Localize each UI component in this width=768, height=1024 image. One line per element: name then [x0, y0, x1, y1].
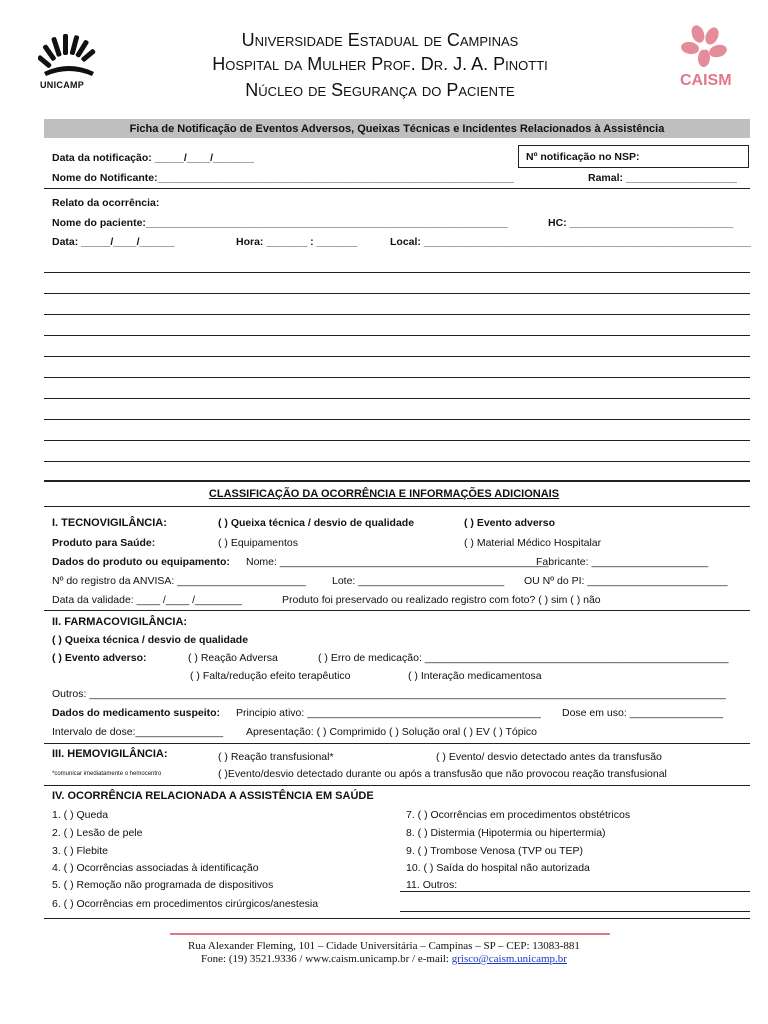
header-university: Universidade Estadual de Campinas [241, 30, 519, 50]
assist-option-5[interactable]: 5. ( ) Remoção não programada de dispositivos [52, 879, 274, 891]
evento-durante-checkbox[interactable]: ( )Evento/desvio detectado durante ou após a transfusão que não provocou reação transfusional [218, 768, 667, 780]
writing-line[interactable] [44, 314, 750, 315]
tecno-queixa-checkbox[interactable]: ( ) Queixa técnica / desvio de qualidade [218, 517, 415, 529]
hemo-note: *comunicar imediatamente o hemocentro [52, 771, 162, 777]
writing-line[interactable] [44, 419, 750, 420]
writing-line[interactable] [44, 272, 750, 273]
divider [44, 506, 750, 507]
unicamp-logo-text: UNICAMP [40, 80, 85, 90]
outros-line[interactable] [400, 911, 750, 912]
principio-ativo-field[interactable]: Principio ativo: ________________________________________ [236, 707, 541, 719]
lote-field[interactable]: Lote: _________________________ [332, 575, 505, 587]
material-checkbox[interactable]: ( ) Material Médico Hospitalar [464, 537, 602, 549]
writing-line[interactable] [44, 335, 750, 336]
pi-field[interactable]: OU Nº do PI: ________________________ [524, 575, 728, 587]
outros-line[interactable] [400, 891, 750, 892]
writing-line[interactable] [44, 398, 750, 399]
dados-produto-label: Dados do produto ou equipamento: [52, 556, 230, 568]
footer-address: Rua Alexander Fleming, 101 – Cidade Universitária – Campinas – SP – CEP: 13083-881 [188, 940, 580, 952]
divider [44, 918, 750, 919]
preservado-field[interactable]: Produto foi preservado ou realizado registro com foto? ( ) sim ( ) não [282, 594, 601, 606]
occurrence-location-field[interactable]: Local: ________________________________________________________ [390, 236, 751, 248]
hemo-title: III. HEMOVIGILÂNCIA: [52, 748, 168, 760]
farmaco-queixa-checkbox[interactable]: ( ) Queixa técnica / desvio de qualidade [52, 634, 249, 646]
divider [44, 785, 750, 786]
writing-line[interactable] [44, 356, 750, 357]
header-hospital: Hospital da Mulher Prof. Dr. J. A. Pinotti [212, 54, 548, 74]
assist-option-8[interactable]: 8. ( ) Distermia (Hipotermia ou hipertermia) [406, 827, 606, 839]
header-nucleo: Núcleo de Segurança do Paciente [245, 80, 515, 100]
ramal-field[interactable]: Ramal: ___________________ [588, 172, 737, 184]
tecno-evento-checkbox[interactable]: ( ) Evento adverso [464, 517, 556, 529]
nsp-number-label: Nº notificação no NSP: [526, 151, 640, 163]
hc-field[interactable]: HC: ____________________________ [548, 217, 734, 229]
validade-field[interactable]: Data da validade: ____ /____ /________ [52, 594, 242, 606]
assist-option-7[interactable]: 7. ( ) Ocorrências em procedimentos obstétricos [406, 809, 631, 821]
equipamentos-checkbox[interactable]: ( ) Equipamentos [218, 537, 298, 549]
assist-title: IV. OCORRÊNCIA RELACIONADA A ASSISTÊNCIA EM SAÚDE [52, 790, 374, 802]
assist-option-1[interactable]: 1. ( ) Queda [52, 809, 109, 821]
assist-option-3[interactable]: 3. ( ) Flebite [52, 845, 109, 857]
footer-phone: Fone: (19) 3521.9336 / www.caism.unicamp.br / e-mail: [201, 953, 452, 965]
notifier-name-field[interactable]: Nome do Notificante:_____________________________________________________________ [52, 172, 514, 184]
occurrence-date-field[interactable]: Data: _____/____/______ [52, 236, 175, 248]
divider [44, 480, 750, 482]
relato-label: Relato da ocorrência: [52, 197, 160, 209]
divider [44, 743, 750, 744]
writing-line[interactable] [44, 293, 750, 294]
falta-efeito-checkbox[interactable]: ( ) Falta/redução efeito terapêutico [190, 670, 351, 682]
dose-field[interactable]: Dose em uso: ________________ [562, 707, 724, 719]
erro-medicacao-checkbox[interactable]: ( ) Erro de medicação: ____________________________________________________ [318, 652, 729, 664]
assist-option-9[interactable]: 9. ( ) Trombose Venosa (TVP ou TEP) [406, 845, 584, 857]
notification-date-field[interactable]: Data da notificação: _____/____/_______ [52, 152, 254, 164]
dados-medicamento-label: Dados do medicamento suspeito: [52, 707, 221, 719]
produto-saude-label: Produto para Saúde: [52, 537, 156, 549]
assist-option-10[interactable]: 10. ( ) Saída do hospital não autorizada [406, 862, 590, 874]
caism-logo-text: CAISM [680, 72, 732, 89]
assist-option-6[interactable]: 6. ( ) Ocorrências em procedimentos cirúrgicos/anestesia [52, 898, 319, 910]
anvisa-field[interactable]: Nº do registro da ANVISA: ______________________ [52, 575, 306, 587]
footer-email-link[interactable]: grisco@caism.unicamp.br [451, 953, 567, 965]
footer-contact [0, 953, 768, 965]
classification-title: CLASSIFICAÇÃO DA OCORRÊNCIA E INFORMAÇÕES ADICIONAIS [208, 488, 560, 500]
farmaco-evento-checkbox[interactable]: ( ) Evento adverso: [52, 652, 147, 664]
assist-option-11[interactable]: 11. Outros: [406, 879, 458, 891]
interacao-checkbox[interactable]: ( ) Interação medicamentosa [408, 670, 542, 682]
produto-nome-field[interactable]: Nome: ______________________________________________ [246, 556, 549, 568]
reacao-transfusional-checkbox[interactable]: ( ) Reação transfusional* [218, 751, 334, 763]
divider [44, 188, 750, 189]
intervalo-dose-field[interactable]: Intervalo de dose:_______________ [52, 726, 224, 738]
assist-option-2[interactable]: 2. ( ) Lesão de pele [52, 827, 143, 839]
writing-line[interactable] [44, 377, 750, 378]
evento-antes-checkbox[interactable]: ( ) Evento/ desvio detectado antes da transfusão [436, 751, 662, 763]
writing-line[interactable] [44, 440, 750, 441]
farmaco-title: II. FARMACOVIGILÂNCIA: [52, 616, 188, 628]
footer-divider [170, 933, 610, 935]
apresentacao-field[interactable]: Apresentação: ( ) Comprimido ( ) Solução oral ( ) EV ( ) Tópico [246, 726, 537, 738]
occurrence-time-field[interactable]: Hora: _______ : _______ [236, 236, 358, 248]
assist-option-4[interactable]: 4. ( ) Ocorrências associadas à identificação [52, 862, 259, 874]
reacao-adversa-checkbox[interactable]: ( ) Reação Adversa [188, 652, 278, 664]
tecno-title: I. TECNOVIGILÂNCIA: [52, 517, 167, 529]
writing-line[interactable] [44, 461, 750, 462]
fabricante-field[interactable]: Fabricante: ____________________ [536, 556, 709, 568]
caism-logo-icon [674, 24, 738, 68]
farmaco-outros-field[interactable]: Outros: _____________________________________________________________________________________________________________ [52, 688, 726, 700]
patient-name-field[interactable]: Nome do paciente:______________________________________________________________ [52, 217, 508, 229]
form-title: Ficha de Notificação de Eventos Adversos, Queixas Técnicas e Incidentes Relacionados à Assistência [129, 123, 665, 135]
divider [44, 610, 750, 611]
